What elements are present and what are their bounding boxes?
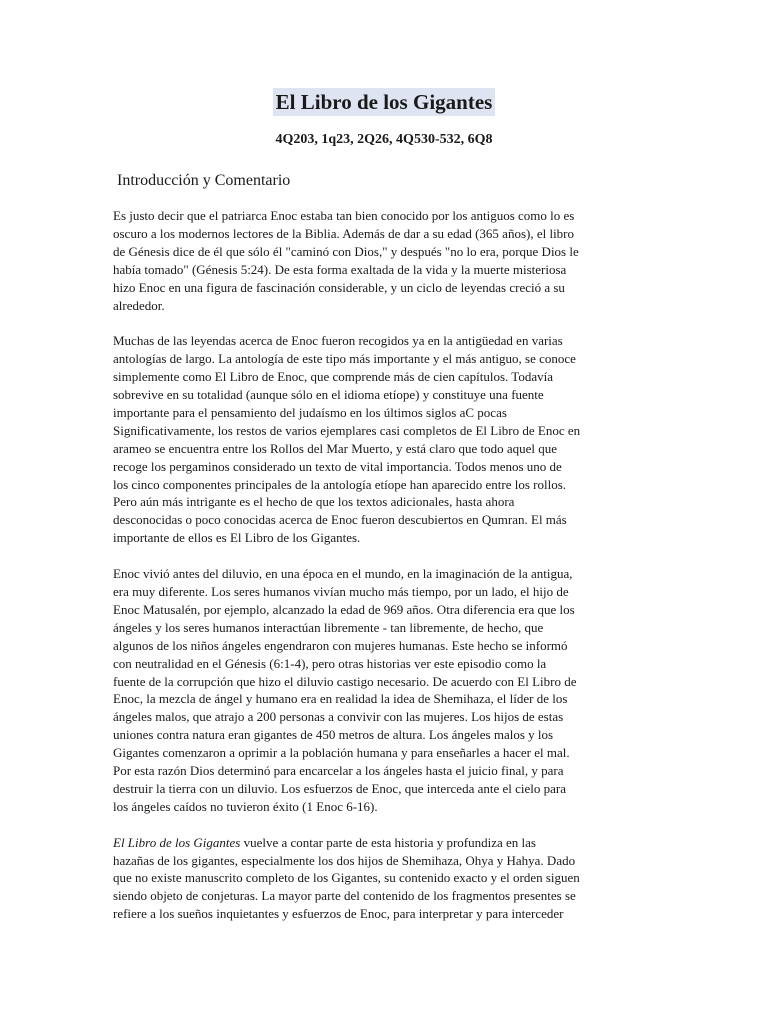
title-block [0,90,768,115]
paragraph-text: vuelve a contar parte de esta historia y profundiza en las hazañas de los gigantes, especialmente los dos hijos de Shemihaza, Ohya y Hahya. Dado que no existe manuscrito completo de los Gigantes, su contenido exacto y el orden siguen siendo objeto de conjeturas. La mayor parte del contenido de los fragmentos presentes se refiere a los sueños inquietantes y esfuerzos de Enoc, para interpretar y para interceder [113,834,580,922]
paragraph: Enoc vivió antes del diluvio, en una época en el mundo, en la imaginación de la antigua, era muy diferente. Los seres humanos vivían mucho más tiempo, por un lado, el hijo de Enoc Matusalén, por ejemplo, alcanzado la edad de 969 años. Otra diferencia era que los ángeles y los seres humanos interactúan libremente - tan libremente, de hecho, que algunos de los niños ángeles engendraron con mujeres humanas. Este hecho se informó con neutralidad en el Génesis (6:1-4), pero otras historias ver este episodio como la fuente de la corrupción que hizo el diluvio castigo necesario. De acuerdo con El Libro de Enoc, la mezcla de ángel y humano era en realidad la idea de Shemihaza, el líder de los ángeles malos, que atrajo a 200 personas a convivir con las mujeres. Los hijos de estas uniones contra natura eran gigantes de 450 metros de altura. Los ángeles malos y los Gigantes comenzaron a oprimir a la población humana y para enseñarles a hacer el mal. Por esta razón Dios determinó para encarcelar a los ángeles hasta el juicio final, y para destruir la tierra con un diluvio. Los esfuerzos de Enoc, que interceda ante el cielo para los ángeles caídos no tuvieron éxito (1 Enoc 6-16). [113,566,577,814]
section-heading: Introducción y Comentario [117,172,291,189]
document-subtitle: 4Q203, 1q23, 2Q26, 4Q530-532, 6Q8 [275,132,493,147]
paragraph [113,834,661,924]
document-body [113,207,661,941]
paragraph: Es justo decir que el patriarca Enoc estaba tan bien conocido por los antiguos como lo es oscuro a los modernos lectores de la Biblia. Además de dar a su edad (365 años), el libro de Génesis dice de él que sólo él "caminó con Dios," y después "no lo era, porque Dios le había tomado" (Génesis 5:24). De esta forma exaltada de la vida y la muerte misteriosa hizo Enoc en una figura de fascinación considerable, y un ciclo de leyendas creció a su alrededor. [113,208,579,313]
italic-book-title: El Libro de los Gigantes [113,834,241,850]
document-title: El Libro de los Gigantes [273,88,496,116]
paragraph: Muchas de las leyendas acerca de Enoc fueron recogidos ya en la antigüedad en varias antologías de largo. La antología de este tipo más importante y el más antiguo, se conoce simplemente como El Libro de Enoc, que comprende más de cien capítulos. Todavía sobrevive en su totalidad (aunque sólo en el idioma etíope) y constituye una fuente importante para el pensamiento del judaísmo en los últimos siglos aC pocas Significativamente, los restos de varios ejemplares casi completos de El Libro de Enoc en arameo se encuentra entre los Rollos del Mar Muerto, y está claro que todo aquel que recoge los pergaminos considerado un texto de vital importancia. Todos menos uno de los cinco componentes principales de la antología etíope han aparecido entre los rollos. Pero aún más intrigante es el hecho de que los textos adicionales, hasta ahora desconocidas o poco conocidas acerca de Enoc fueron descubiertos en Qumran. El más importante de ellos es El Libro de los Gigantes. [113,333,581,546]
